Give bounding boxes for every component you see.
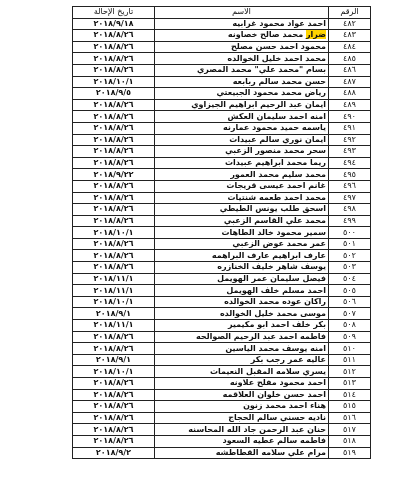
row-referral-date: ٢٠١٨/٨/٢٦ — [73, 41, 155, 53]
row-name: ايمان عبد الرحيم ابراهيم الجيزاوي — [155, 99, 329, 111]
row-number: ٤٩٨ — [329, 204, 371, 216]
row-number: ٥٠٨ — [329, 320, 371, 332]
row-number: ٤٩٩ — [329, 215, 371, 227]
row-name: هناء احمد محمد زنون — [155, 401, 329, 413]
table-row — [73, 262, 371, 274]
row-number: ٥٠١ — [329, 238, 371, 250]
table-row — [73, 412, 371, 424]
row-number: ٤٨٥ — [329, 53, 371, 65]
table-row — [73, 389, 371, 401]
row-referral-date: ٢٠١٨/٨/٢٦ — [73, 53, 155, 65]
table-row — [73, 53, 371, 65]
row-name: محمد احمد طعمه شنتيات — [155, 192, 329, 204]
row-referral-date: ٢٠١٨/٨/٢٦ — [73, 343, 155, 355]
row-name: سمير محمود خالد الطاهات — [155, 227, 329, 239]
table-row — [73, 180, 371, 192]
table-row — [73, 99, 371, 111]
row-name: غانم احمد عيسى قريجات — [155, 180, 329, 192]
row-referral-date: ٢٠١٨/٨/٢٦ — [73, 111, 155, 123]
table-row — [73, 192, 371, 204]
table-row — [73, 204, 371, 216]
row-number: ٤٨٢ — [329, 18, 371, 30]
table-row — [73, 378, 371, 390]
row-referral-date: ٢٠١٨/١٠/١ — [73, 76, 155, 88]
row-number: ٥٠٦ — [329, 296, 371, 308]
row-referral-date: ٢٠١٨/٨/٢٦ — [73, 204, 155, 216]
row-number: ٤٨٧ — [329, 76, 371, 88]
row-referral-date: ٢٠١٨/١٠/١ — [73, 227, 155, 239]
header-referral-date: تاريخ الإحالة — [73, 7, 155, 19]
row-referral-date: ٢٠١٨/٩/١ — [73, 354, 155, 366]
row-name: محمد سليم محمد العمور — [155, 169, 329, 181]
row-referral-date: ٢٠١٨/٩/١٨ — [73, 18, 155, 30]
row-referral-date: ٢٠١٨/٨/٢٦ — [73, 412, 155, 424]
row-number: ٤٩٠ — [329, 111, 371, 123]
table-row — [73, 76, 371, 88]
row-name: اسحق طلب يونس الطيطي — [155, 204, 329, 216]
row-referral-date: ٢٠١٨/٨/٢٦ — [73, 238, 155, 250]
referral-table — [72, 6, 371, 459]
row-name: محمد علي القاسم الزعبي — [155, 215, 329, 227]
row-number: ٥٠٠ — [329, 227, 371, 239]
table-row — [73, 424, 371, 436]
row-name: رياض محمد محمود الجبيعتي — [155, 88, 329, 100]
table-row — [73, 401, 371, 413]
row-number: ٥١١ — [329, 354, 371, 366]
row-name: ايمان نوري سالم عبيدات — [155, 134, 329, 146]
row-name: امنه يوسف محمد الياسين — [155, 343, 329, 355]
row-number: ٤٩١ — [329, 122, 371, 134]
row-name: عارف ابراهيم عارف البراهمه — [155, 250, 329, 262]
row-number: ٤٨٩ — [329, 99, 371, 111]
table-row — [73, 366, 371, 378]
row-name: محمود احمد حسن مصلح — [155, 41, 329, 53]
row-referral-date: ٢٠١٨/٨/٢٦ — [73, 99, 155, 111]
row-number: ٤٩٤ — [329, 157, 371, 169]
row-referral-date: ٢٠١٨/١٠/١ — [73, 296, 155, 308]
table-row — [73, 447, 371, 459]
highlighted-name-part: ضرار — [305, 30, 326, 40]
row-number: ٥٠٩ — [329, 331, 371, 343]
table-row — [73, 111, 371, 123]
row-referral-date: ٢٠١٨/١١/١ — [73, 320, 155, 332]
table-body — [73, 18, 371, 459]
row-referral-date: ٢٠١٨/٨/٢٦ — [73, 262, 155, 274]
table-row — [73, 273, 371, 285]
table-row — [73, 238, 371, 250]
row-referral-date: ٢٠١٨/٨/٢٦ — [73, 435, 155, 447]
row-name: احمد مسلم خلف الهويمل — [155, 285, 329, 297]
row-name: ريما محمد ابراهيم عبيدات — [155, 157, 329, 169]
row-referral-date: ٢٠١٨/٨/٢٦ — [73, 215, 155, 227]
table-row — [73, 296, 371, 308]
row-name — [155, 30, 329, 42]
row-name: فاطمه سالم عطيه السعود — [155, 435, 329, 447]
table-row — [73, 134, 371, 146]
row-number: ٥٠٣ — [329, 262, 371, 274]
row-referral-date: ٢٠١٨/٨/٢٦ — [73, 122, 155, 134]
row-number: ٥١٣ — [329, 378, 371, 390]
row-name: يوسف شاهر خليف الخنازره — [155, 262, 329, 274]
row-name: ياسمه حميد محمود عمارنه — [155, 122, 329, 134]
row-referral-date: ٢٠١٨/٩/١ — [73, 308, 155, 320]
table-row — [73, 18, 371, 30]
header-number: الرقم — [329, 7, 371, 19]
row-name: سحر محمد منصور الزعبي — [155, 146, 329, 158]
table-row — [73, 285, 371, 297]
row-referral-date: ٢٠١٨/٨/٢٦ — [73, 192, 155, 204]
row-number: ٤٨٨ — [329, 88, 371, 100]
table-row — [73, 320, 371, 332]
row-number: ٥٠٤ — [329, 273, 371, 285]
row-name: راكان عوده محمد الخوالده — [155, 296, 329, 308]
row-name: عاليه عمر رجب بكر — [155, 354, 329, 366]
row-number: ٥١٨ — [329, 435, 371, 447]
row-number: ٤٨٦ — [329, 64, 371, 76]
row-name: محمد احمد خليل الخوالده — [155, 53, 329, 65]
row-number: ٤٩٣ — [329, 146, 371, 158]
row-number: ٤٩٦ — [329, 180, 371, 192]
row-name: مرام علي سلامه القطاطشه — [155, 447, 329, 459]
row-name: بكر خلف احمد ابو مكيمير — [155, 320, 329, 332]
row-name: امنه احمد سليمان العكش — [155, 111, 329, 123]
row-number: ٤٩٧ — [329, 192, 371, 204]
row-name: عمر محمد عوض الزعبي — [155, 238, 329, 250]
table-row — [73, 435, 371, 447]
row-name: بسام "محمد علي" محمد المصري — [155, 64, 329, 76]
row-name: احمد محمود مفلح علاونه — [155, 378, 329, 390]
name-rest: محمد صالح خصاونه — [227, 30, 306, 40]
row-referral-date: ٢٠١٨/٨/٢٦ — [73, 401, 155, 413]
table-row — [73, 146, 371, 158]
row-name: موسى محمد خليل الخوالده — [155, 308, 329, 320]
row-name: حنان عبد الرحمن جاد الله المحاسنه — [155, 424, 329, 436]
row-number: ٥١٧ — [329, 424, 371, 436]
row-name: فيصل سليمان عمر الهويمل — [155, 273, 329, 285]
row-referral-date: ٢٠١٨/٨/٢٦ — [73, 134, 155, 146]
row-name: يسري سلامه المقبل النعيمات — [155, 366, 329, 378]
table-row — [73, 227, 371, 239]
row-number: ٥٠٥ — [329, 285, 371, 297]
table-row — [73, 354, 371, 366]
table-row — [73, 157, 371, 169]
table-row — [73, 88, 371, 100]
row-referral-date: ٢٠١٨/٨/٢٦ — [73, 389, 155, 401]
row-number: ٥١٦ — [329, 412, 371, 424]
row-name: احمد عواد محمود غرابيه — [155, 18, 329, 30]
row-referral-date: ٢٠١٨/٨/٢٦ — [73, 30, 155, 42]
row-number: ٥١٥ — [329, 401, 371, 413]
table-row — [73, 64, 371, 76]
table-row — [73, 169, 371, 181]
row-referral-date: ٢٠١٨/٩/٢٢ — [73, 169, 155, 181]
row-referral-date: ٢٠١٨/٨/٢٦ — [73, 180, 155, 192]
row-number: ٥١٩ — [329, 447, 371, 459]
row-name: احمد حسن خلوان العلاقمه — [155, 389, 329, 401]
table-row — [73, 343, 371, 355]
row-referral-date: ٢٠١٨/٨/٢٦ — [73, 250, 155, 262]
row-number: ٥١٠ — [329, 343, 371, 355]
table-row — [73, 41, 371, 53]
table-row — [73, 30, 371, 42]
row-referral-date: ٢٠١٨/٨/٢٦ — [73, 331, 155, 343]
table-row — [73, 308, 371, 320]
row-referral-date: ٢٠١٨/١٠/١ — [73, 366, 155, 378]
row-referral-date: ٢٠١٨/٨/٢٦ — [73, 146, 155, 158]
row-name: حسن محمد سالم ربابعه — [155, 76, 329, 88]
row-referral-date: ٢٠١٨/٩/٥ — [73, 88, 155, 100]
table-header-row — [73, 7, 371, 19]
row-referral-date: ٢٠١٨/١١/١ — [73, 285, 155, 297]
row-referral-date: ٢٠١٨/٩/٢ — [73, 447, 155, 459]
row-number: ٤٨٤ — [329, 41, 371, 53]
row-referral-date: ٢٠١٨/٨/٢٦ — [73, 424, 155, 436]
row-number: ٤٩٢ — [329, 134, 371, 146]
row-referral-date: ٢٠١٨/٨/٢٦ — [73, 157, 155, 169]
table-row — [73, 250, 371, 262]
table-row — [73, 122, 371, 134]
row-number: ٤٨٣ — [329, 30, 371, 42]
row-referral-date: ٢٠١٨/٨/٢٦ — [73, 64, 155, 76]
table-row — [73, 331, 371, 343]
row-name: فاطمه احمد عبد الرحيم الصوالحه — [155, 331, 329, 343]
row-number: ٥١٢ — [329, 366, 371, 378]
row-name: ناديه حسني سالم الحجاج — [155, 412, 329, 424]
row-number: ٥٠٢ — [329, 250, 371, 262]
row-referral-date: ٢٠١٨/٨/٢٦ — [73, 378, 155, 390]
row-number: ٥٠٧ — [329, 308, 371, 320]
table-row — [73, 215, 371, 227]
row-number: ٥١٤ — [329, 389, 371, 401]
header-name: الاسم — [155, 7, 329, 19]
row-number: ٤٩٥ — [329, 169, 371, 181]
row-referral-date: ٢٠١٨/١١/١ — [73, 273, 155, 285]
